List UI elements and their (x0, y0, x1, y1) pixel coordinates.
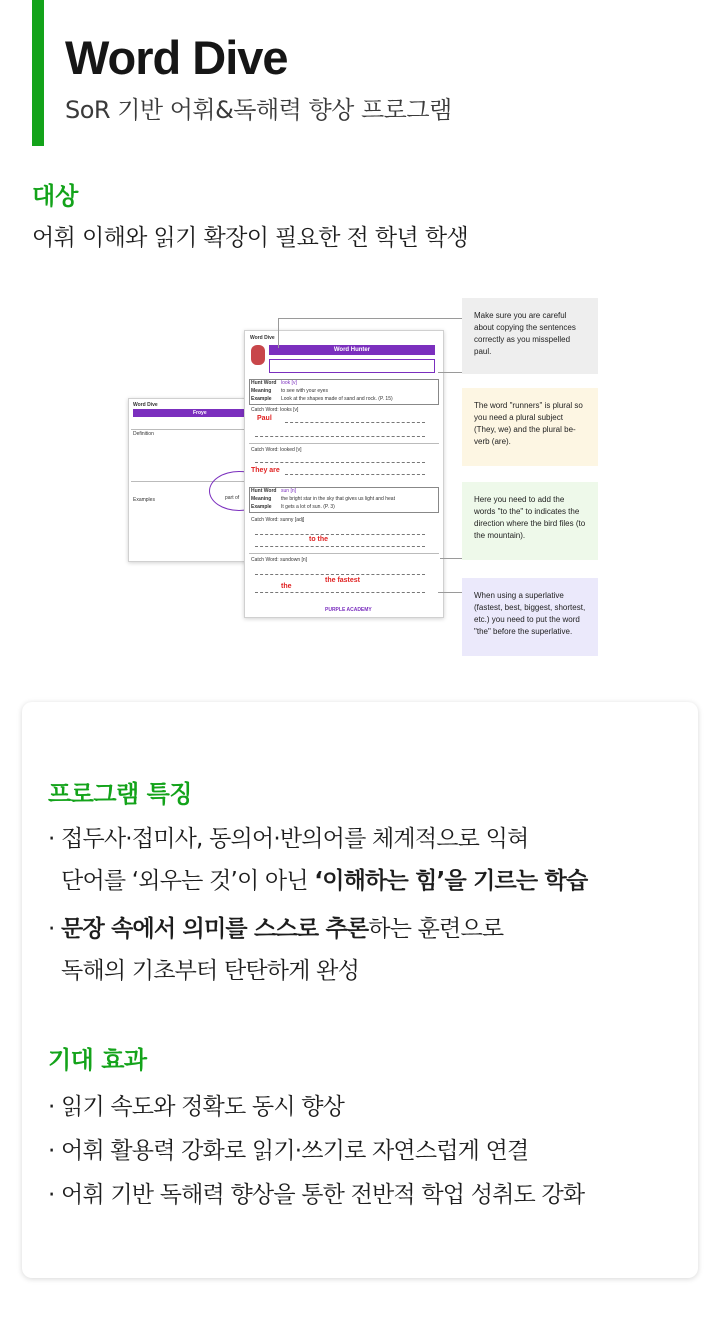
example-label: Example (251, 396, 272, 402)
feature-item-2-prefix: · (48, 916, 62, 942)
meaning-label-2: Meaning (251, 496, 272, 502)
definition-label: Definition (133, 431, 154, 437)
front-worksheet (244, 330, 444, 618)
effects-heading: 기대 효과 (48, 1046, 147, 1074)
back-sheet-brand: Word Dive (133, 402, 158, 408)
correction-4: the fastest (325, 577, 361, 584)
front-sheet-banner: Word Hunter (269, 345, 435, 355)
effect-item-2: · 어휘 활용력 강화로 읽기·쓰기로 자연스럽게 연결 (48, 1138, 529, 1164)
features-heading: 프로그램 특징 (48, 780, 192, 808)
hero-header (32, 0, 692, 146)
back-worksheet (128, 398, 248, 562)
hunt-word-label: Hunt Word (251, 380, 277, 386)
correction-1: Paul (257, 415, 272, 422)
front-sheet-brand: Word Dive (250, 335, 275, 341)
page-subtitle: SoR 기반 어휘&독해력 향상 프로그램 (65, 96, 452, 124)
part-of-label: part of (225, 495, 240, 501)
program-info-card (22, 702, 698, 1278)
feature-item-2-line-1 (48, 908, 503, 950)
mascot-icon (251, 345, 265, 365)
hunt-word-2: sun [n] (281, 488, 297, 494)
feature-item-2-line-2: 독해의 기초부터 탄탄하게 완성 (48, 958, 359, 984)
effect-item-1: · 읽기 속도와 정확도 동시 향상 (48, 1094, 345, 1120)
meaning-1: to see with your eyes (281, 388, 328, 394)
examples-label: Examples (133, 497, 155, 503)
correction-5: the (281, 583, 292, 590)
feature-item-1-bold: ‘이해하는 힘’을 기르는 학습 (314, 868, 588, 894)
worksheet-footer: PURPLE ACADEMY (325, 607, 372, 613)
hunt-word-1: look [v] (281, 380, 297, 386)
hunt-word-label-2: Hunt Word (251, 488, 277, 494)
target-description: 어휘 이해와 읽기 확장이 필요한 전 학년 학생 (32, 225, 469, 251)
feedback-note-4: When using a superlative (fastest, best, biggest, shortest, etc.) you need to put the word "the" before the superlative. (462, 578, 598, 656)
catch-word-4: Catch Word: sundown [n] (251, 557, 308, 563)
catch-word-3: Catch Word: sunny [adj] (251, 517, 305, 523)
correction-2: They are (251, 467, 280, 474)
accent-bar (32, 0, 44, 146)
word-oval (209, 471, 248, 511)
catch-word-2: Catch Word: looked [v] (251, 447, 302, 453)
back-sheet-banner: Froye (133, 409, 245, 417)
feature-item-1-line-1: · 접두사·접미사, 동의어·반의어를 체계적으로 익혀 (48, 826, 529, 852)
effect-item-3: · 어휘 기반 독해력 향상을 통한 전반적 학업 성취도 강화 (48, 1182, 585, 1208)
worksheet-illustration (128, 296, 600, 658)
example-label-2: Example (251, 504, 272, 510)
target-heading: 대상 (32, 182, 79, 210)
feature-item-2-plain: 하는 훈련으로 (368, 916, 504, 942)
correction-3: to the (309, 536, 329, 543)
feedback-note-3: Here you need to add the words "to the" to indicates the direction where the bird files (to the mountain). (462, 482, 598, 560)
example-1: Look at the shapes made of sand and rock. (P. 15) (281, 396, 393, 402)
feedback-note-2: The word "runners" is plural so you need a plural subject (They, we) and the plural be- verb (are). (462, 388, 598, 466)
catch-word-1: Catch Word: looks [v] (251, 407, 299, 413)
meaning-2: the bright star in the sky that gives us light and heat (281, 496, 395, 502)
feedback-note-1: Make sure you are careful about copying the sentences correctly as you misspelled paul. (462, 298, 598, 374)
feature-item-1-line-2 (48, 860, 587, 902)
page-title: Word Dive (65, 31, 288, 84)
example-2: It gets a lot of sun. (P. 3) (281, 504, 335, 510)
meaning-label: Meaning (251, 388, 272, 394)
feature-item-1-plain: 단어를 ‘외우는 것’이 아닌 (48, 868, 315, 894)
feature-item-2-bold: 문장 속에서 의미를 스스로 추론 (61, 916, 369, 942)
